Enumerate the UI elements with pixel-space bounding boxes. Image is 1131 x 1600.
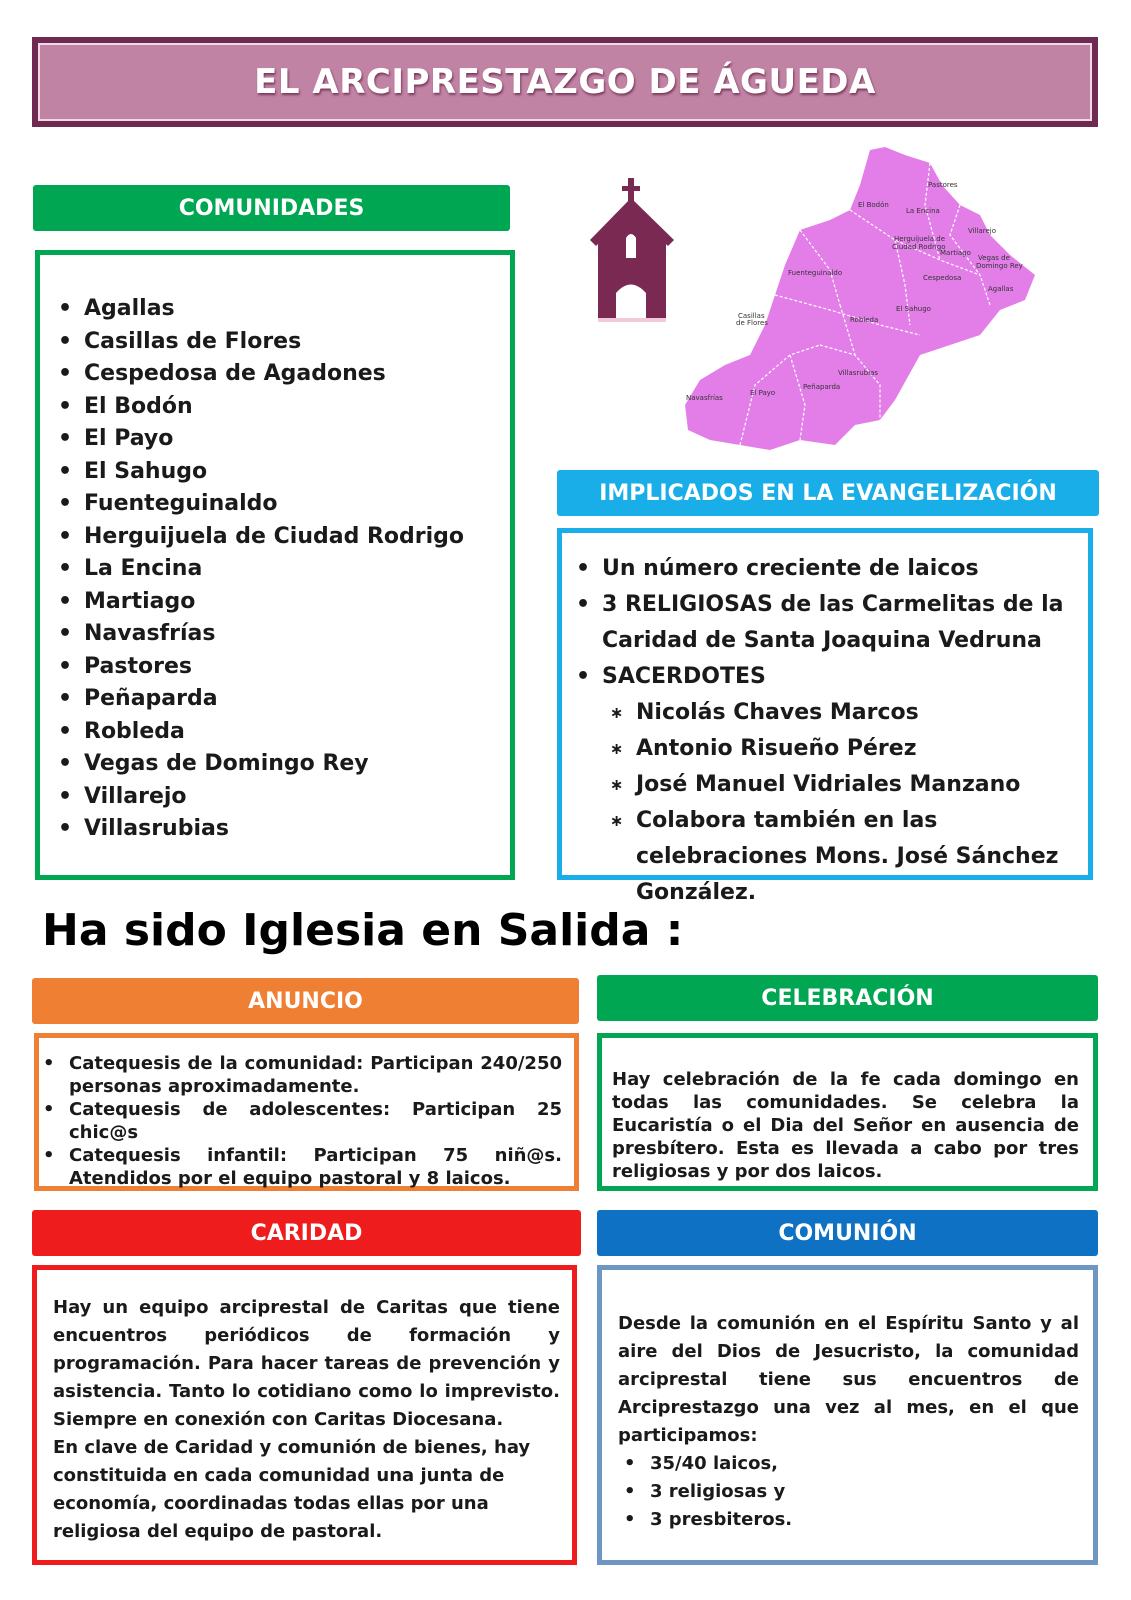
list-item: • Martiago <box>84 586 510 619</box>
map-label: Pastores <box>928 181 958 189</box>
map-label: de Flores <box>736 319 768 327</box>
celebracion-header: CELEBRACIÓN <box>597 975 1098 1021</box>
comunidades-list <box>52 293 510 846</box>
list-item: • Navasfrías <box>84 618 510 651</box>
map-label: Robleda <box>850 316 879 324</box>
implicados-box <box>557 528 1093 905</box>
map-label: Agallas <box>988 285 1014 293</box>
comunion-text: Desde la comunión en el Espíritu Santo y al aire del Dios de Jesucristo, la comunidad arciprestal tiene sus encuentros de Arciprestazgo una vez al mes, en el que participamos: <box>618 1313 1079 1446</box>
list-item: • El Payo <box>84 423 510 456</box>
list-item: • Vegas de Domingo Rey <box>84 748 510 781</box>
list-item: • Herguijuela de Ciudad Rodrigo <box>84 521 510 554</box>
map-label: Villarejo <box>968 227 997 235</box>
caridad-text-2: En clave de Caridad y comunión de bienes, hay constituida en cada comunidad una junta de economía, coordinadas todas ellas por una religiosa del equipo de pastoral. <box>53 1437 531 1542</box>
list-item: ∗ José Manuel Vidriales Manzano <box>636 767 1078 803</box>
sacerdotes-list <box>602 695 1078 911</box>
implicados-list <box>602 551 1078 911</box>
map-label: Herguijuela de <box>894 235 946 243</box>
list-item: • Un número creciente de laicos <box>602 551 1078 587</box>
anuncio-box <box>34 1033 579 1191</box>
comunidades-box <box>35 250 515 880</box>
map-label: Casillas <box>738 312 765 320</box>
map-label: Cespedosa <box>923 274 962 282</box>
title-inner <box>38 43 1092 121</box>
map-label: Ciudad Rodrigo <box>892 243 946 251</box>
caridad-header: CARIDAD <box>32 1210 581 1256</box>
list-item: • 35/40 laicos, <box>650 1450 1079 1478</box>
list-item: • Fuenteguinaldo <box>84 488 510 521</box>
celebracion-box <box>597 1033 1098 1191</box>
list-item: ∗ Nicolás Chaves Marcos <box>636 695 1078 731</box>
list-item: • Villasrubias <box>84 813 510 846</box>
salida-heading: Ha sido Iglesia en Salida : <box>42 905 684 956</box>
page-title: EL ARCIPRESTAZGO DE ÁGUEDA <box>254 62 876 102</box>
caridad-box <box>32 1265 577 1565</box>
map-label: El Sahugo <box>896 305 931 313</box>
anuncio-list <box>69 1052 562 1190</box>
list-item: • 3 RELIGIOSAS de las Carmelitas de la Caridad de Santa Joaquina Vedruna <box>602 587 1078 659</box>
celebracion-text: Hay celebración de la fe cada domingo en todas las comunidades. Se celebra la Eucaristía o el Dia del Señor en ausencia de presbítero. Esta es llevada a cabo por tres religiosas y por dos laicos. <box>612 1069 1079 1182</box>
list-item <box>602 659 1078 911</box>
map-label: Vegas de <box>978 254 1010 262</box>
list-item: ∗ Colabora también en las celebraciones Mons. José Sánchez González. <box>636 803 1078 911</box>
comunidades-header: COMUNIDADES <box>33 185 510 231</box>
list-item: • Robleda <box>84 716 510 749</box>
implicados-header: IMPLICADOS EN LA EVANGELIZACIÓN <box>557 470 1099 516</box>
map-label: Peñaparda <box>803 383 841 391</box>
map-label: Navasfrías <box>686 394 723 402</box>
caridad-text-1: Hay un equipo arciprestal de Caritas que tiene encuentros periódicos de formación y programación. Para hacer tareas de prevención y asistencia. Tanto lo cotidiano como lo imprevisto. Siempre en conexión con Caritas Diocesana. <box>53 1297 560 1430</box>
list-item: ∗ Antonio Risueño Pérez <box>636 731 1078 767</box>
map-label: El Bodón <box>858 201 889 209</box>
list-item: • Pastores <box>84 651 510 684</box>
map-label: El Payo <box>750 389 776 397</box>
region-map <box>680 145 1060 455</box>
map-label: Fuenteguinaldo <box>788 269 843 277</box>
title-banner <box>32 37 1098 127</box>
list-item: • 3 presbiteros. <box>650 1506 1079 1534</box>
list-item: • 3 religiosas y <box>650 1478 1079 1506</box>
comunion-list <box>618 1450 1079 1534</box>
list-item: • El Bodón <box>84 391 510 424</box>
list-item: • Peñaparda <box>84 683 510 716</box>
list-item: • La Encina <box>84 553 510 586</box>
list-item: • Agallas <box>84 293 510 326</box>
list-item: • Catequesis infantil: Participan 75 niñ@s. Atendidos por el equipo pastoral y 8 laicos. <box>69 1144 562 1190</box>
comunion-box <box>597 1265 1098 1565</box>
sacerdotes-label: SACERDOTES <box>602 664 766 689</box>
list-item: • Cespedosa de Agadones <box>84 358 510 391</box>
list-item: • Catequesis de adolescentes: Participan 25 chic@s <box>69 1098 562 1144</box>
list-item: • El Sahugo <box>84 456 510 489</box>
map-label: La Encina <box>906 207 940 215</box>
map-label: Martiago <box>940 249 971 257</box>
map-region <box>685 147 1035 450</box>
church-icon <box>582 178 682 328</box>
anuncio-header: ANUNCIO <box>32 978 579 1024</box>
list-item: • Villarejo <box>84 781 510 814</box>
comunion-header: COMUNIÓN <box>597 1210 1098 1256</box>
list-item: • Casillas de Flores <box>84 326 510 359</box>
map-label: Domingo Rey <box>976 262 1023 270</box>
map-label: Villasrubias <box>838 369 879 377</box>
list-item: • Catequesis de la comunidad: Participan 240/250 personas aproximadamente. <box>69 1052 562 1098</box>
